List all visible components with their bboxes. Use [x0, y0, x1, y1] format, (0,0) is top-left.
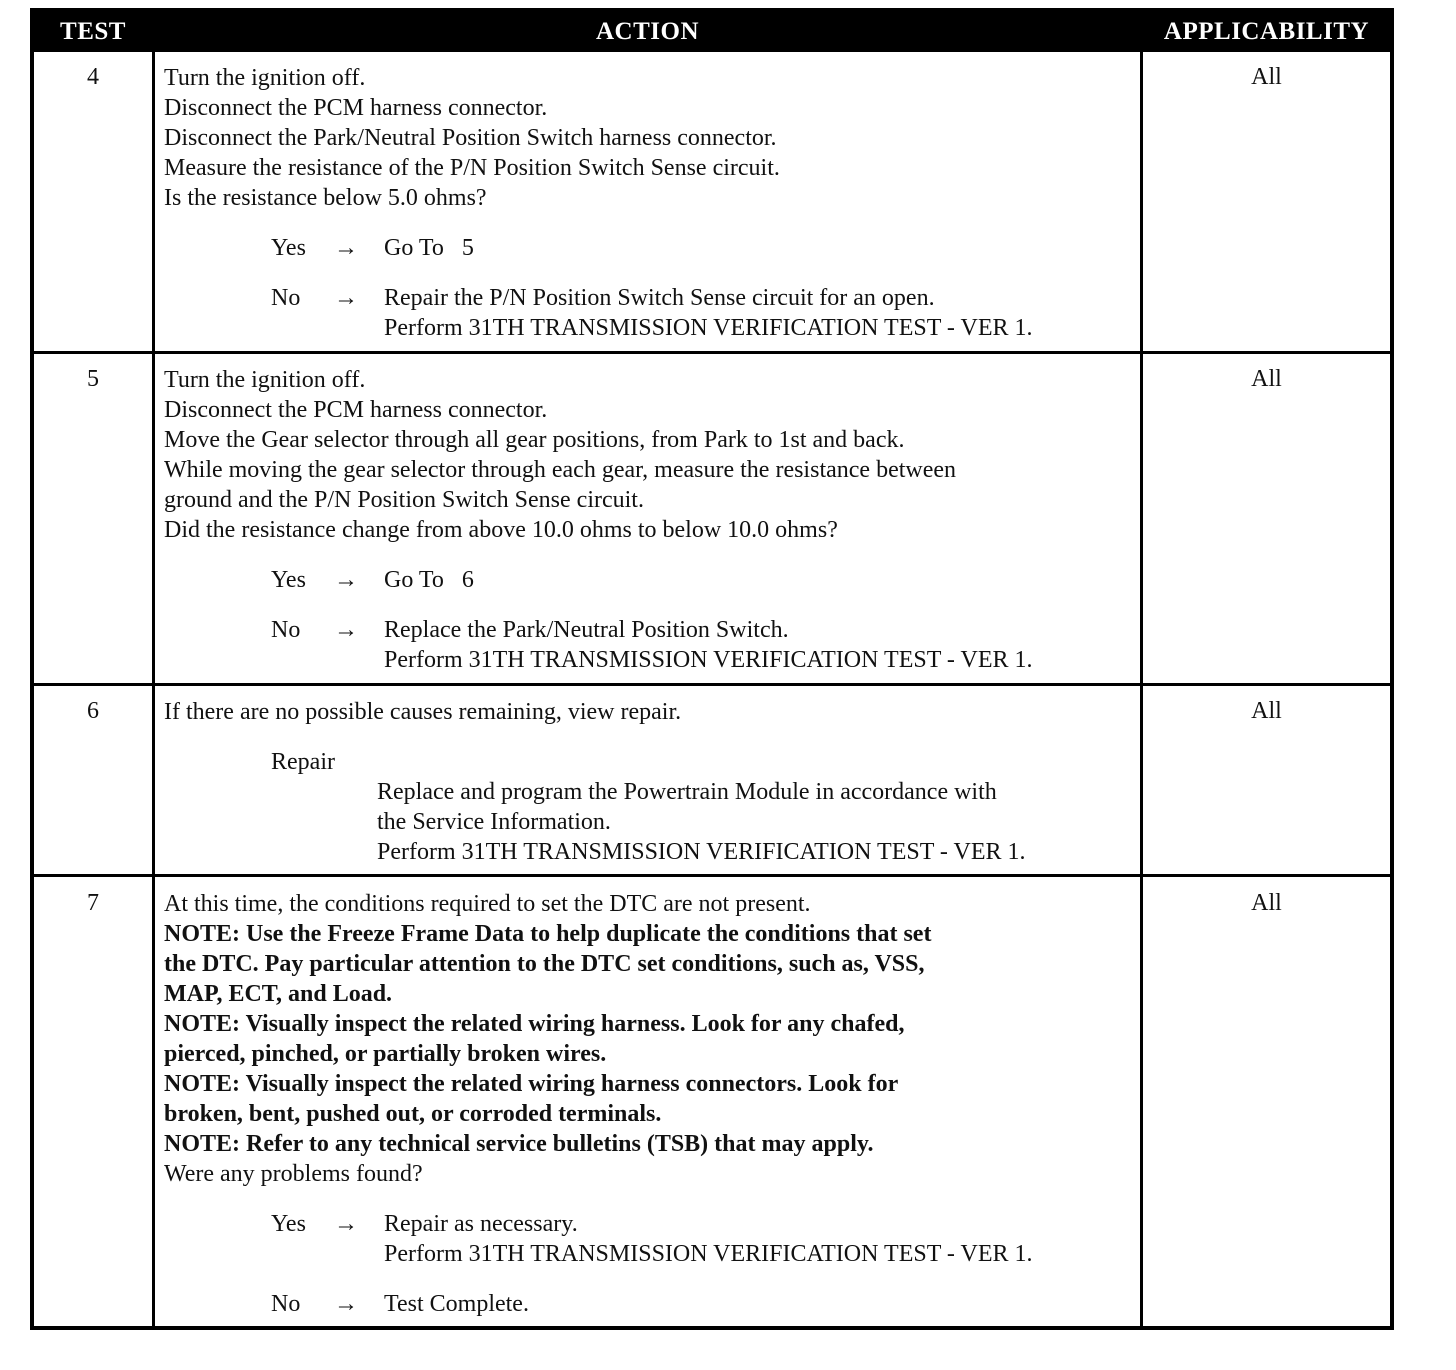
arrow-icon: → — [334, 567, 358, 593]
action-line: Disconnect the PCM harness connector. — [164, 95, 548, 121]
action-line: Measure the resistance of the P/N Position Switch Sense circuit. — [164, 155, 780, 181]
note-line: NOTE: Visually inspect the related wiring harness. Look for any chafed, — [164, 1011, 905, 1037]
repair-label: Repair — [271, 749, 335, 775]
arrow-icon: → — [334, 1291, 358, 1317]
yes-branch — [164, 1209, 1144, 1269]
action-line: Is the resistance below 5.0 ohms? — [164, 185, 487, 211]
note-line: broken, bent, pushed out, or corroded terminals. — [164, 1101, 662, 1127]
note-line: the DTC. Pay particular attention to the DTC set conditions, such as, VSS, — [164, 951, 925, 977]
yes-result: Go To 5 — [384, 235, 474, 261]
no-label: No — [271, 1291, 301, 1317]
test-number: 7 — [87, 890, 99, 916]
action-line: Turn the ignition off. — [164, 367, 366, 393]
header-applicability: APPLICABILITY — [1163, 18, 1370, 45]
row-divider — [34, 683, 1390, 686]
note-line: NOTE: Use the Freeze Frame Data to help duplicate the conditions that set — [164, 921, 932, 947]
action-line: Turn the ignition off. — [164, 65, 366, 91]
action-line: If there are no possible causes remaining, view repair. — [164, 699, 682, 725]
yes-label: Yes — [271, 567, 306, 593]
repair-line: Replace and program the Powertrain Module in accordance with — [377, 779, 997, 805]
no-label: No — [271, 285, 301, 311]
action-line: ground and the P/N Position Switch Sense circuit. — [164, 487, 644, 513]
yes-branch — [164, 233, 1144, 263]
arrow-icon: → — [334, 617, 358, 643]
repair-line: Perform 31TH TRANSMISSION VERIFICATION TEST - VER 1. — [377, 839, 1026, 865]
no-branch — [164, 283, 1144, 343]
row-divider — [34, 874, 1390, 877]
repair-instructions — [377, 777, 1144, 867]
yes-result-line: Repair as necessary. — [384, 1211, 578, 1237]
test-number: 6 — [87, 698, 99, 724]
no-label: No — [271, 617, 301, 643]
repair-line: the Service Information. — [377, 809, 611, 835]
note-line: NOTE: Visually inspect the related wiring harness connectors. Look for — [164, 1071, 899, 1097]
header-action: ACTION — [595, 18, 699, 45]
applicability-value: All — [1251, 698, 1282, 724]
action-line: At this time, the conditions required to set the DTC are not present. — [164, 891, 811, 917]
yes-branch — [164, 565, 1144, 595]
column-divider — [152, 12, 155, 1326]
note-line: pierced, pinched, or partially broken wires. — [164, 1041, 607, 1067]
yes-result-line: Perform 31TH TRANSMISSION VERIFICATION TEST - VER 1. — [384, 1241, 1033, 1267]
table-header — [34, 12, 1390, 52]
action-line: Did the resistance change from above 10.0 ohms to below 10.0 ohms? — [164, 517, 838, 543]
yes-label: Yes — [271, 235, 306, 261]
arrow-icon: → — [334, 1211, 358, 1237]
action-line: Were any problems found? — [164, 1161, 423, 1187]
action-line: Disconnect the PCM harness connector. — [164, 397, 548, 423]
row-divider — [34, 351, 1390, 354]
arrow-icon: → — [334, 235, 358, 261]
no-result-line: Perform 31TH TRANSMISSION VERIFICATION TEST - VER 1. — [384, 647, 1033, 673]
diagnostic-table — [30, 8, 1394, 1330]
action-cell — [164, 63, 1144, 343]
applicability-value: All — [1251, 890, 1282, 916]
header-test: TEST — [60, 18, 126, 45]
test-number: 5 — [87, 366, 99, 392]
no-result-line: Repair the P/N Position Switch Sense circuit for an open. — [384, 285, 935, 311]
applicability-value: All — [1251, 64, 1282, 90]
action-line: While moving the gear selector through each gear, measure the resistance between — [164, 457, 957, 483]
no-result-line: Replace the Park/Neutral Position Switch. — [384, 617, 789, 643]
action-line: Disconnect the Park/Neutral Position Switch harness connector. — [164, 125, 777, 151]
arrow-icon: → — [334, 285, 358, 311]
applicability-value: All — [1251, 366, 1282, 392]
no-branch — [164, 1289, 1144, 1319]
yes-label: Yes — [271, 1211, 306, 1237]
yes-result: Go To 6 — [384, 567, 474, 593]
no-result-line: Perform 31TH TRANSMISSION VERIFICATION TEST - VER 1. — [384, 315, 1033, 341]
action-cell — [164, 889, 1144, 1319]
no-result: Test Complete. — [384, 1291, 529, 1317]
action-cell — [164, 365, 1144, 675]
test-number: 4 — [87, 64, 99, 90]
note-line: MAP, ECT, and Load. — [164, 981, 393, 1007]
action-line: Move the Gear selector through all gear positions, from Park to 1st and back. — [164, 427, 905, 453]
no-branch — [164, 615, 1144, 675]
action-cell — [164, 697, 1144, 867]
note-line: NOTE: Refer to any technical service bulletins (TSB) that may apply. — [164, 1131, 874, 1157]
